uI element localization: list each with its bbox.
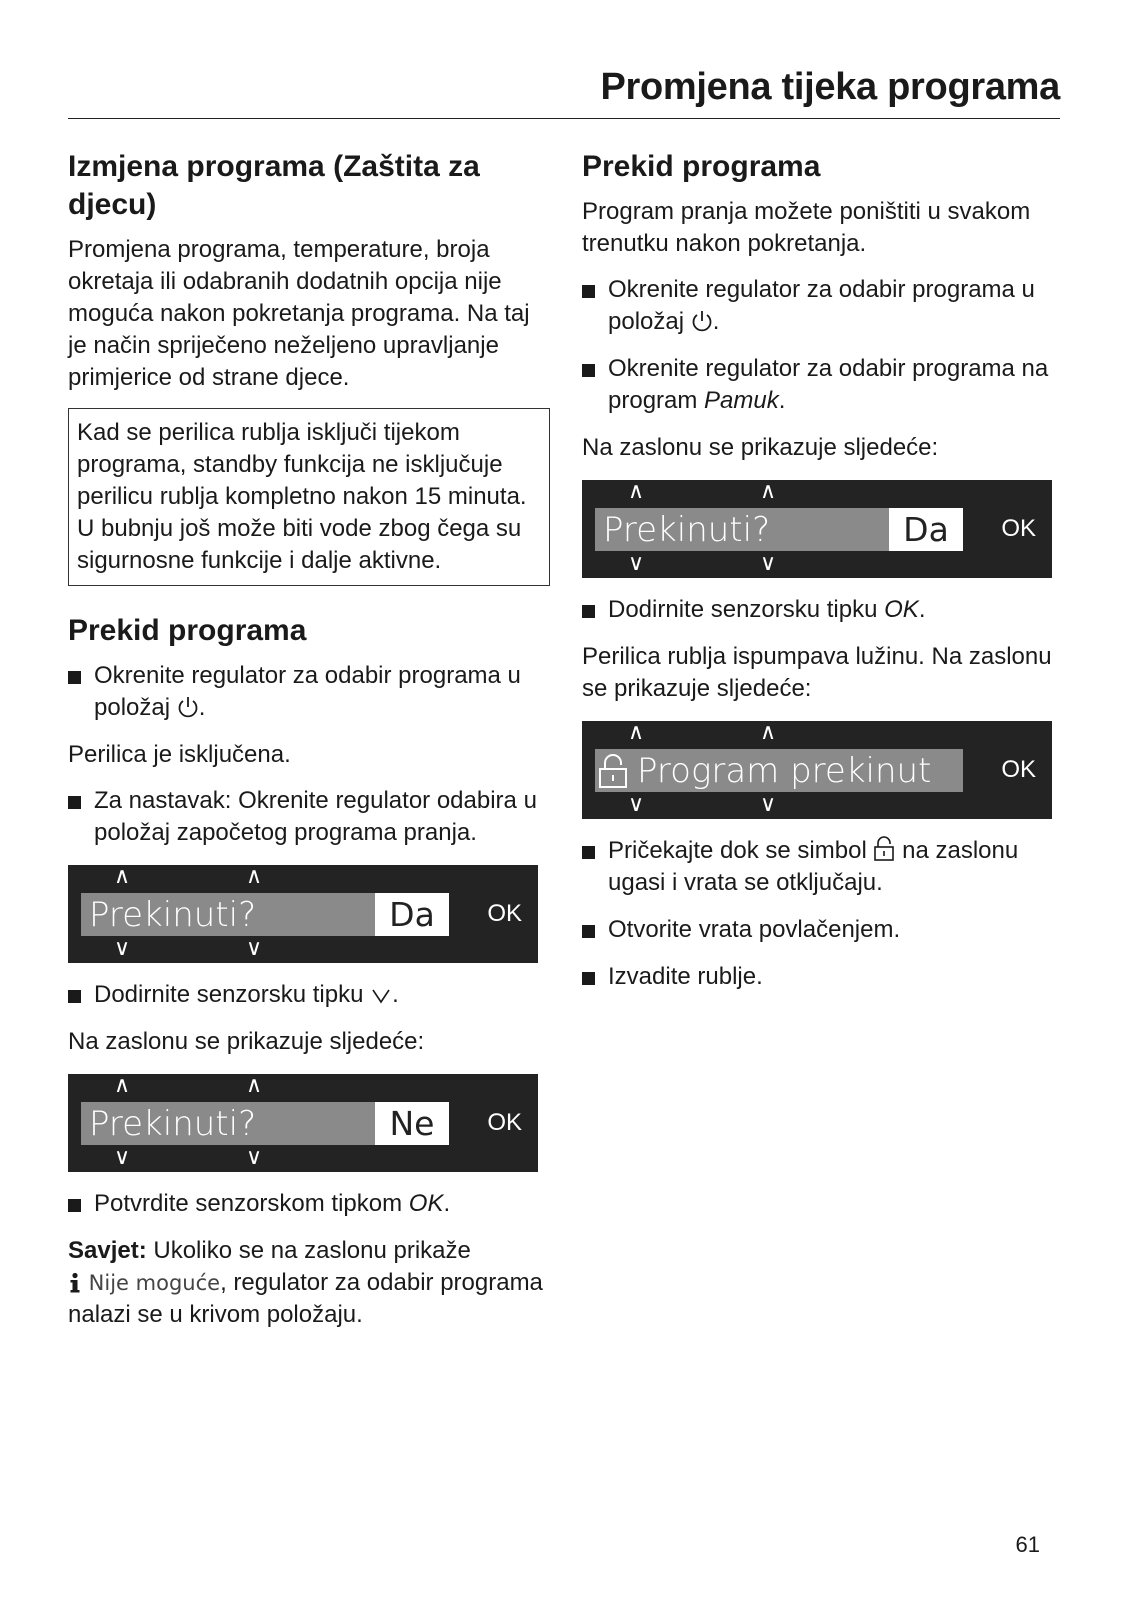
bullet-square-icon <box>582 285 595 298</box>
tip-paragraph <box>68 1235 550 1331</box>
display-option-box <box>375 893 449 936</box>
bullet-square-icon <box>68 796 81 809</box>
display-option-box <box>889 508 963 551</box>
bullet-square-icon <box>582 846 595 859</box>
display-bar <box>595 749 963 792</box>
down-arrow-icon: ∨ <box>245 1145 263 1170</box>
display-shows-text: Na zaslonu se prikazuje sljedeće: <box>68 1028 425 1055</box>
tip-text-end: , regulator za odabir programa nalazi se u krivom položaju. <box>68 1269 543 1328</box>
display-option-box <box>375 1102 449 1145</box>
display-ok: OK <box>1001 515 1036 542</box>
bullet-text-end: . <box>778 387 786 414</box>
right-column <box>582 148 1062 1008</box>
up-arrow-icon: ∧ <box>113 864 131 889</box>
bullet-remove-laundry <box>582 961 1062 993</box>
display-ok: OK <box>1001 756 1036 783</box>
display-option: Da <box>389 895 435 934</box>
display-option: Da <box>903 510 949 549</box>
page-header <box>68 62 1060 119</box>
bullet-text: Potvrdite senzorskom tipkom <box>94 1190 409 1217</box>
lock-icon <box>597 753 629 789</box>
display-bar <box>595 508 963 551</box>
down-arrow-icon <box>370 986 392 1006</box>
bullet-text: Dodirnite senzorsku tipku <box>608 596 885 623</box>
section-heading-child-lock: Izmjena programa (Zaštita za djecu) <box>68 150 480 221</box>
down-arrow-icon: ∨ <box>113 936 131 961</box>
pumping-text: Perilica rublja ispumpava lužinu. Na zaslonu se prikazuje sljedeće: <box>582 643 1052 702</box>
power-icon <box>177 695 199 719</box>
bullet-turn-to-off-right: Okrenite regulator za odabir programa u položaj . <box>582 274 1062 338</box>
lock-icon <box>873 836 895 862</box>
display-text: Prekinuti? <box>89 895 257 935</box>
left-column <box>68 148 550 1345</box>
section-heading-cancel-program-right: Prekid programa <box>582 150 821 183</box>
bullet-text: Otvorite vrata povlačenjem. <box>608 916 901 943</box>
tip-label: Savjet: <box>68 1237 147 1264</box>
ok-key-label: OK <box>884 596 919 623</box>
down-arrow-icon: ∨ <box>759 551 777 576</box>
bullet-square-icon <box>68 671 81 684</box>
down-arrow-icon: ∨ <box>245 936 263 961</box>
up-arrow-icon: ∧ <box>627 720 645 745</box>
bullet-touch-down: Dodirnite senzorsku tipku . <box>68 979 550 1011</box>
bullet-text: Okrenite regulator za odabir programa u položaj <box>608 276 1035 335</box>
display-program-cancelled <box>582 721 1052 819</box>
display-ok: OK <box>487 1109 522 1136</box>
up-arrow-icon: ∧ <box>759 479 777 504</box>
bullet-turn-to-off: Okrenite regulator za odabir programa u položaj . <box>68 660 550 724</box>
up-arrow-icon: ∧ <box>627 479 645 504</box>
bullet-square-icon <box>582 925 595 938</box>
bullet-text-end: na zaslonu ugasi i vrata se otključaju. <box>608 837 1019 896</box>
bullet-text: Okrenite regulator za odabir programa u položaj <box>94 662 521 721</box>
bullet-text: Dodirnite senzorsku tipku <box>94 981 364 1008</box>
display-text: Program prekinut <box>637 751 932 791</box>
display-cancel-yes-right <box>582 480 1052 578</box>
up-arrow-icon: ∧ <box>113 1073 131 1098</box>
bullet-square-icon <box>582 364 595 377</box>
standby-note-box: Kad se perilica rublja isključi tijekom programa, standby funkcija ne isključuje perilicu rublja kompletno nakon 15 minuta. U bubnju još može biti vode zbog čega su sigurnosne funkcije i dalje aktivne. <box>68 408 550 586</box>
down-arrow-icon: ∨ <box>113 1145 131 1170</box>
bullet-text: Za nastavak: Okrenite regulator odabira u položaj započetog programa pranja. <box>94 787 537 846</box>
display-text: Prekinuti? <box>603 510 771 550</box>
up-arrow-icon: ∧ <box>245 864 263 889</box>
bullet-wait-unlock <box>582 835 1062 899</box>
cancel-anytime-text: Program pranja možete poništiti u svakom trenutku nakon pokretanja. <box>582 198 1031 257</box>
bullet-square-icon <box>68 1199 81 1212</box>
display-bar <box>81 893 449 936</box>
power-icon <box>691 309 713 333</box>
bullet-text-end: . <box>918 596 926 623</box>
bullet-open-door <box>582 914 1062 946</box>
display-ok: OK <box>487 900 522 927</box>
tip-display-text: Nije moguće <box>88 1271 221 1295</box>
ok-key-label: OK <box>408 1190 444 1217</box>
display-shows-text-right: Na zaslonu se prikazuje sljedeće: <box>582 434 939 461</box>
child-lock-paragraph: Promjena programa, temperature, broja okretaja ili odabranih dodatnih opcija nije moguća nakon pokretanja programa. Na taj je način spriječeno neželjeno upravljanje primjerice od strane djece. <box>68 236 530 391</box>
bullet-text: Pričekajte dok se simbol <box>608 837 867 864</box>
tip-text: Ukoliko se na zaslonu prikaže <box>146 1237 471 1264</box>
page-title: Promjena tijeka programa <box>600 66 1060 108</box>
bullet-continue <box>68 785 550 849</box>
bullet-turn-to-cotton <box>582 353 1062 417</box>
page-number: 61 <box>1015 1532 1040 1557</box>
bullet-touch-ok <box>582 594 1062 626</box>
section-heading-cancel-program: Prekid programa <box>68 614 307 647</box>
display-bar <box>81 1102 449 1145</box>
info-icon <box>68 1272 82 1294</box>
display-option: Ne <box>389 1104 435 1143</box>
bullet-confirm-ok <box>68 1188 550 1220</box>
bullet-text-end: . <box>443 1190 451 1217</box>
down-arrow-icon: ∨ <box>627 792 645 817</box>
machine-off-text: Perilica je isključena. <box>68 741 291 768</box>
bullet-square-icon <box>68 990 81 1003</box>
program-name: Pamuk <box>704 387 779 414</box>
down-arrow-icon: ∨ <box>627 551 645 576</box>
up-arrow-icon: ∧ <box>759 720 777 745</box>
display-cancel-no <box>68 1074 538 1172</box>
display-cancel-yes <box>68 865 538 963</box>
bullet-text: Izvadite rublje. <box>608 963 763 990</box>
down-arrow-icon: ∨ <box>759 792 777 817</box>
bullet-square-icon <box>582 972 595 985</box>
bullet-text: Okrenite regulator za odabir programa na program <box>608 355 1049 414</box>
display-text: Prekinuti? <box>89 1104 257 1144</box>
up-arrow-icon: ∧ <box>245 1073 263 1098</box>
bullet-square-icon <box>582 605 595 618</box>
